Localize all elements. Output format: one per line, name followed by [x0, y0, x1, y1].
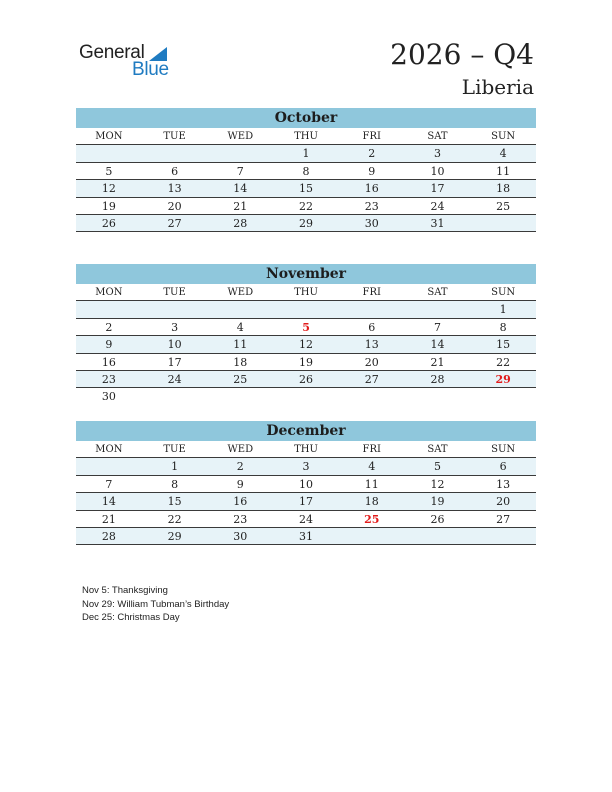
weekday-row — [76, 128, 536, 145]
logo-general-text: General — [79, 42, 145, 63]
week-row — [76, 336, 536, 353]
day-cell: 21 — [430, 355, 445, 369]
day-cell: 11 — [496, 164, 511, 178]
empty-day-cell — [470, 388, 536, 405]
day-cell: 25 — [364, 512, 380, 526]
day-cell: 15 — [299, 182, 314, 196]
day-cell: 4 — [368, 460, 376, 474]
empty-day-cell — [142, 145, 208, 161]
day-cell: 14 — [233, 182, 248, 196]
day-cell: 16 — [364, 182, 379, 196]
day-cell: 26 — [101, 216, 116, 230]
day-cell: 27 — [496, 512, 511, 526]
day-cell: 26 — [430, 512, 445, 526]
day-cell: 7 — [105, 477, 113, 491]
day-cell: 6 — [171, 164, 179, 178]
day-cell: 12 — [299, 338, 314, 352]
day-cell: 14 — [101, 495, 116, 509]
day-cell: 24 — [430, 199, 445, 213]
weekday-label: TUE — [163, 444, 186, 455]
empty-day-cell — [470, 528, 536, 544]
day-cell: 11 — [233, 338, 248, 352]
week-row — [76, 476, 536, 493]
day-cell: 29 — [299, 216, 314, 230]
day-cell: 30 — [101, 390, 116, 404]
day-cell: 2 — [105, 320, 113, 334]
day-cell: 18 — [233, 355, 248, 369]
weekday-row — [76, 441, 536, 458]
day-cell: 4 — [236, 320, 244, 334]
empty-day-cell — [76, 301, 142, 317]
weekday-label: THU — [294, 444, 318, 455]
day-cell: 30 — [233, 529, 248, 543]
weekday-label: THU — [294, 287, 318, 298]
month-november — [76, 264, 536, 406]
day-cell: 22 — [299, 199, 314, 213]
holiday-item: Dec 25: Christmas Day — [82, 612, 180, 623]
day-cell: 9 — [368, 164, 376, 178]
day-cell: 8 — [302, 164, 310, 178]
weekday-label: SUN — [491, 131, 516, 142]
day-cell: 20 — [167, 199, 182, 213]
holiday-item: Nov 29: William Tubman’s Birthday — [82, 598, 230, 610]
day-cell: 5 — [302, 320, 310, 334]
day-cell: 28 — [430, 372, 445, 386]
day-cell: 22 — [167, 512, 182, 526]
day-cell: 27 — [167, 216, 182, 230]
weekday-label: MON — [95, 131, 123, 142]
day-cell: 7 — [433, 320, 441, 334]
weekday-label: TUE — [163, 287, 186, 298]
empty-day-cell — [142, 301, 208, 317]
holiday-list — [82, 584, 229, 625]
country-name: Liberia — [461, 75, 534, 99]
day-cell: 17 — [299, 495, 314, 509]
weekday-label: WED — [227, 444, 254, 455]
week-row — [76, 301, 536, 318]
week-row — [76, 511, 536, 528]
logo-blue-text: Blue — [132, 59, 169, 80]
day-cell: 21 — [233, 199, 248, 213]
day-cell: 6 — [368, 320, 376, 334]
month-header: December — [76, 421, 536, 441]
day-cell: 16 — [233, 495, 248, 509]
day-cell: 18 — [496, 182, 511, 196]
day-cell: 23 — [101, 372, 116, 386]
empty-day-cell — [339, 528, 405, 544]
weekday-row — [76, 284, 536, 301]
empty-day-cell — [273, 301, 339, 317]
week-row — [76, 528, 536, 545]
month-december — [76, 421, 536, 545]
day-cell: 11 — [364, 477, 379, 491]
day-cell: 3 — [171, 320, 179, 334]
day-cell: 23 — [233, 512, 248, 526]
day-cell: 19 — [430, 495, 445, 509]
day-cell: 16 — [101, 355, 116, 369]
day-cell: 15 — [496, 338, 511, 352]
day-cell: 31 — [299, 529, 314, 543]
day-cell: 10 — [167, 338, 182, 352]
day-cell: 18 — [364, 495, 379, 509]
day-cell: 22 — [496, 355, 511, 369]
day-cell: 6 — [499, 460, 507, 474]
empty-day-cell — [339, 301, 405, 317]
month-header: October — [76, 108, 536, 128]
day-cell: 31 — [430, 216, 445, 230]
empty-day-cell — [207, 301, 273, 317]
month-header: November — [76, 264, 536, 284]
empty-day-cell — [142, 388, 208, 405]
logo — [79, 42, 179, 80]
day-cell: 8 — [499, 320, 507, 334]
weekday-label: MON — [95, 444, 123, 455]
day-cell: 10 — [299, 477, 314, 491]
day-cell: 12 — [430, 477, 445, 491]
day-cell: 13 — [496, 477, 511, 491]
day-cell: 9 — [105, 338, 113, 352]
day-cell: 7 — [236, 164, 244, 178]
month-october — [76, 108, 536, 232]
day-cell: 19 — [101, 199, 116, 213]
week-row — [76, 198, 536, 215]
day-cell: 12 — [101, 182, 116, 196]
day-cell: 25 — [233, 372, 248, 386]
week-row — [76, 388, 536, 405]
day-cell: 1 — [499, 303, 507, 317]
weekday-label: SUN — [491, 444, 516, 455]
day-cell: 20 — [364, 355, 379, 369]
day-cell: 27 — [364, 372, 379, 386]
day-cell: 3 — [302, 460, 310, 474]
day-cell: 23 — [364, 199, 379, 213]
empty-day-cell — [207, 145, 273, 161]
day-cell: 24 — [167, 372, 182, 386]
week-row — [76, 458, 536, 475]
day-cell: 20 — [496, 495, 511, 509]
week-row — [76, 319, 536, 336]
page-title: 2026 – Q4 — [390, 38, 534, 71]
empty-day-cell — [405, 301, 471, 317]
day-cell: 3 — [433, 147, 441, 161]
empty-day-cell — [339, 388, 405, 405]
weekday-label: SAT — [427, 131, 448, 142]
weekday-label: WED — [227, 131, 254, 142]
day-cell: 5 — [105, 164, 113, 178]
day-cell: 14 — [430, 338, 445, 352]
weekday-label: FRI — [362, 287, 381, 298]
day-cell: 24 — [299, 512, 314, 526]
day-cell: 30 — [364, 216, 379, 230]
empty-day-cell — [405, 388, 471, 405]
day-cell: 8 — [171, 477, 179, 491]
day-cell: 15 — [167, 495, 182, 509]
weekday-label: SAT — [427, 444, 448, 455]
empty-day-cell — [405, 528, 471, 544]
day-cell: 28 — [233, 216, 248, 230]
weekday-label: WED — [227, 287, 254, 298]
week-row — [76, 371, 536, 388]
day-cell: 13 — [364, 338, 379, 352]
weekday-label: SUN — [491, 287, 516, 298]
holiday-item: Nov 5: Thanksgiving — [82, 585, 168, 596]
empty-day-cell — [76, 145, 142, 161]
week-row — [76, 215, 536, 232]
day-cell: 9 — [236, 477, 244, 491]
weekday-label: TUE — [163, 131, 186, 142]
day-cell: 17 — [167, 355, 182, 369]
weekday-label: THU — [294, 131, 318, 142]
day-cell: 2 — [368, 147, 376, 161]
day-cell: 1 — [171, 460, 179, 474]
day-cell: 29 — [167, 529, 182, 543]
weekday-label: MON — [95, 287, 123, 298]
empty-day-cell — [470, 215, 536, 231]
day-cell: 17 — [430, 182, 445, 196]
day-cell: 4 — [499, 147, 507, 161]
week-row — [76, 180, 536, 197]
weekday-label: FRI — [362, 131, 381, 142]
day-cell: 25 — [496, 199, 511, 213]
weekday-label: SAT — [427, 287, 448, 298]
weekday-label: FRI — [362, 444, 381, 455]
day-cell: 2 — [236, 460, 244, 474]
day-cell: 10 — [430, 164, 445, 178]
week-row — [76, 354, 536, 371]
week-row — [76, 163, 536, 180]
day-cell: 21 — [101, 512, 116, 526]
week-row — [76, 145, 536, 162]
empty-day-cell — [207, 388, 273, 405]
empty-day-cell — [273, 388, 339, 405]
day-cell: 1 — [302, 147, 310, 161]
day-cell: 13 — [167, 182, 182, 196]
day-cell: 28 — [101, 529, 116, 543]
week-row — [76, 493, 536, 510]
empty-day-cell — [76, 458, 142, 474]
day-cell: 26 — [299, 372, 314, 386]
day-cell: 5 — [433, 460, 441, 474]
day-cell: 29 — [495, 372, 511, 386]
day-cell: 19 — [299, 355, 314, 369]
